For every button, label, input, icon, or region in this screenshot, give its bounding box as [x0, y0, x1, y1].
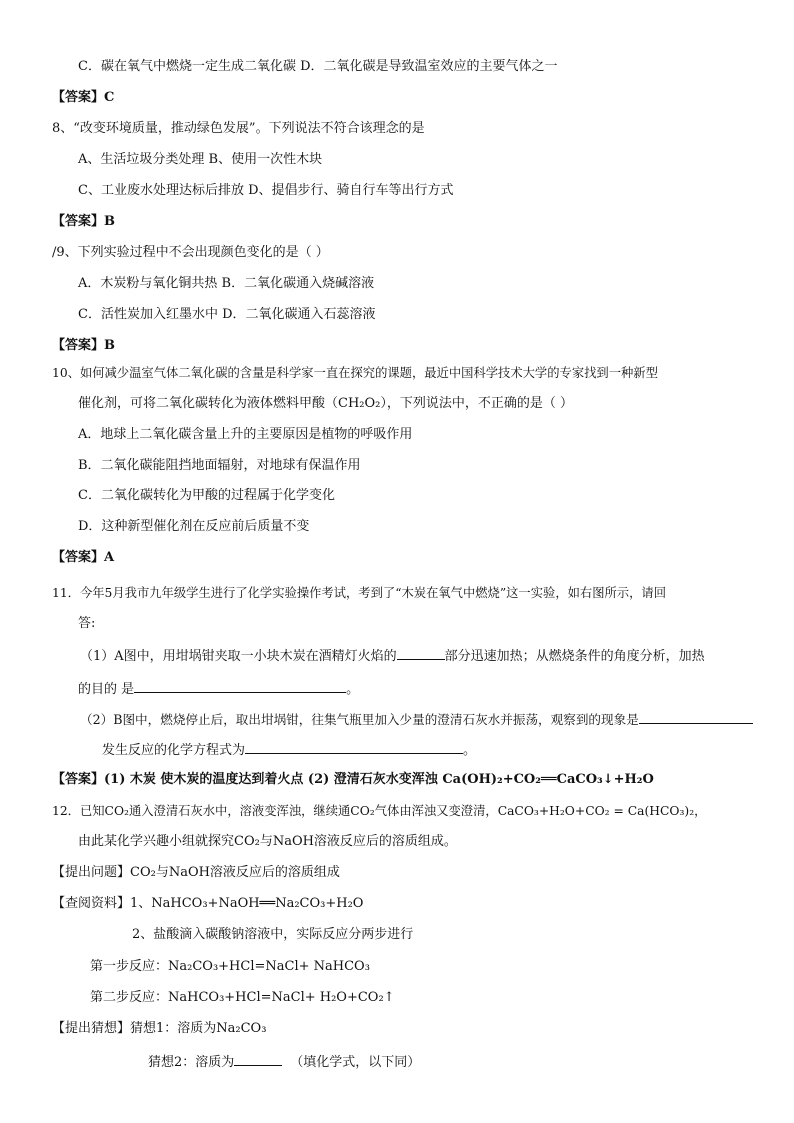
q12-reference-2: 2、盐酸滴入碳酸钠溶液中，实际反应分两步进行: [132, 927, 414, 942]
q11-part1-text-b: 部分迅速加热；从燃烧条件的角度分析，加热: [444, 649, 705, 664]
q7-answer: 【答案】C: [52, 90, 115, 105]
q12-step-2: 第二步反应：NaHCO₃+HCl=NaCl+ H₂O+CO₂↑: [90, 990, 395, 1005]
q8-answer: 【答案】B: [52, 214, 115, 229]
q9-stem: /9、下列实验过程中不会出现颜色变化的是（ ）: [52, 245, 329, 260]
q11-part1-blank1[interactable]: [397, 646, 445, 660]
q11-part2-text-b: 发生反应的化学方程式为: [102, 743, 246, 758]
q11-part2-blank2[interactable]: [245, 740, 463, 754]
q11-answer: 【答案】(1) 木炭 使木炭的温度达到着火点 (2) 澄清石灰水变浑浊 Ca(OH)₂+CO₂══CaCO₃↓+H₂O: [52, 772, 654, 787]
q11-part2-blank1[interactable]: [639, 710, 753, 724]
q12-step-1: 第一步反应：Na₂CO₃+HCl=NaCl+ NaHCO₃: [90, 959, 370, 974]
q10-option-d: D．这种新型催化剂在反应前后质量不变: [78, 519, 310, 534]
q11-part1-end: 。: [346, 682, 360, 697]
q11-part1-line2: [78, 679, 359, 699]
q9-options-ab: A．木炭粉与氧化铜共热 B．二氧化碳通入烧碱溶液: [78, 276, 375, 291]
q11-stem-line2: 答:: [78, 616, 96, 631]
q12-guess-2-text-b: （填化学式，以下同）: [290, 1055, 421, 1070]
q11-part1-text-a: （1）A图中，用坩埚钳夹取一小块木炭在酒精灯火焰的: [80, 649, 397, 664]
q9-options-cd: C．活性炭加入红墨水中 D．二氧化碳通入石蕊溶液: [78, 307, 376, 322]
q12-guess-2-text-a: 猜想2：溶质为: [148, 1055, 235, 1070]
q12-stem-line1: 12．已知CO₂通入澄清石灰水中，溶液变浑浊，继续通CO₂气体由浑浊又变澄清，CaCO₃+H₂O+CO₂ = Ca(HCO₃)₂，: [52, 804, 707, 818]
q11-part1-text-c: 的目的 是: [78, 682, 135, 697]
q8-stem: 8、“改变环境质量，推动绿色发展”。下列说法不符合该理念的是: [52, 121, 425, 136]
q11-part2-line1: [80, 710, 753, 729]
q12-problem: 【提出问题】CO₂与NaOH溶液反应后的溶质组成: [52, 865, 340, 880]
q10-option-b: B．二氧化碳能阻挡地面辐射，对地球有保温作用: [78, 458, 361, 473]
q11-part2-text-a: （2）B图中，燃烧停止后，取出坩埚钳，往集气瓶里加入少量的澄清石灰水并振荡，观察到的现象是: [80, 712, 639, 727]
q10-stem-line2: 催化剂，可将二氧化碳转化为液体燃料甲酸（CH₂O₂），下列说法中，不正确的是（ ）: [78, 396, 573, 411]
q10-answer: 【答案】A: [52, 550, 115, 565]
q10-option-a: A．地球上二氧化碳含量上升的主要原因是植物的呼吸作用: [78, 427, 413, 442]
q11-part1-line1: [80, 646, 705, 666]
q11-stem-line1: 11．今年5月我市九年级学生进行了化学实验操作考试，考到了“木炭在氧气中燃烧”这一实验，如右图所示，请回: [52, 586, 666, 600]
q7-options-cd: C．碳在氧气中燃烧一定生成二氧化碳 D．二氧化碳是导致温室效应的主要气体之一: [78, 59, 558, 74]
q10-option-c: C．二氧化碳转化为甲酸的过程属于化学变化: [78, 488, 335, 503]
q11-part2-end: 。: [463, 743, 477, 758]
q8-options-cd: C、工业废水处理达标后排放 D、提倡步行、骑自行车等出行方式: [78, 183, 454, 198]
q11-part2-line2: [102, 740, 476, 760]
q10-stem-line1: 10、如何减少温室气体二氧化碳的含量是科学家一直在探究的课题，最近中国科学技术大学的专家找到一种新型: [52, 366, 658, 380]
q12-guess-2-blank[interactable]: [234, 1052, 282, 1066]
q9-answer: 【答案】B: [52, 338, 115, 353]
q12-stem-line2: 由此某化学兴趣小组就探究CO₂与NaOH溶液反应后的溶质组成。: [78, 834, 457, 849]
q11-part1-blank2[interactable]: [134, 679, 346, 693]
q12-reference-1: 【查阅资料】1、NaHCO₃+NaOH══Na₂CO₃+H₂O: [52, 896, 364, 911]
q12-guess-2: [148, 1052, 420, 1072]
q8-options-ab: A、生活垃圾分类处理 B、使用一次性木块: [78, 152, 323, 167]
q12-guess-1: 【提出猜想】猜想1：溶质为Na₂CO₃: [52, 1021, 267, 1036]
